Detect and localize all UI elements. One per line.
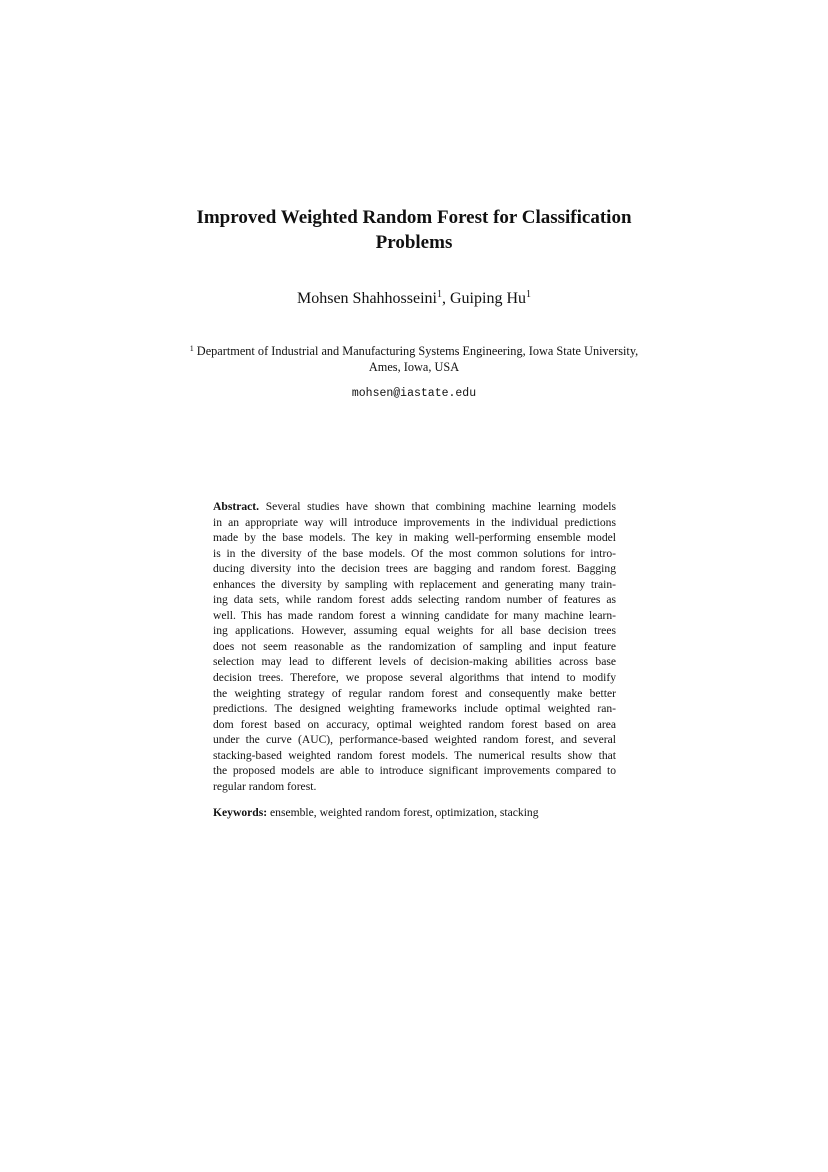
- abstract-line: well. This has made random forest a winning candidate for many machine learn-: [213, 608, 616, 622]
- title-line-1: Improved Weighted Random Forest for Classification: [196, 207, 632, 228]
- affiliation-line-1: [150, 344, 678, 360]
- author-email[interactable]: mohsen@iastate.edu: [351, 387, 477, 400]
- title-line-2: Problems: [375, 232, 453, 253]
- affiliation-marker: 1: [189, 344, 194, 353]
- author-name: Guiping Hu: [450, 290, 526, 307]
- abstract-line: selection may lead to different levels of decision-making abilities across base: [213, 655, 616, 669]
- abstract-line: ing data sets, while random forest adds selecting random number of features as: [213, 593, 616, 607]
- abstract-line: dom forest based on accuracy, optimal weighted random forest based on area: [213, 717, 616, 731]
- abstract-line: in an appropriate way will introduce improvements in the individual predictions: [213, 515, 616, 529]
- abstract-line: stacking-based weighted random forest models. The numerical results show that: [213, 748, 616, 762]
- author-affiliation-marker: 1: [437, 289, 442, 300]
- author-name: Mohsen Shahhosseini: [297, 290, 437, 307]
- affiliation-line-2: Ames, Iowa, USA: [368, 359, 460, 374]
- abstract-line: does not seem reasonable as the randomization of sampling and input feature: [213, 639, 616, 653]
- author-list: [150, 289, 678, 309]
- affiliation-text: Department of Industrial and Manufacturing Systems Engineering, Iowa State University,: [193, 344, 639, 358]
- abstract-line: enhances the diversity by sampling with replacement and generating many train-: [213, 577, 616, 591]
- keywords: [213, 805, 616, 820]
- abstract-line: predictions. The designed weighting frameworks include optimal weighted ran-: [213, 702, 616, 716]
- abstract-line: decision trees. Therefore, we propose several algorithms that intend to modify: [213, 671, 616, 685]
- abstract-label: Abstract.: [213, 500, 260, 513]
- abstract-line: the proposed models are able to introduce significant improvements compared to: [213, 764, 616, 778]
- affiliation: [150, 344, 678, 375]
- abstract-line: ducing diversity into the decision trees are bagging and random forest. Bagging: [213, 562, 616, 576]
- abstract-line: [213, 499, 616, 515]
- abstract-line: under the curve (AUC), performance-based weighted random forest, and several: [213, 733, 616, 747]
- keywords-text: ensemble, weighted random forest, optimization, stacking: [267, 806, 539, 819]
- author-separator: ,: [442, 290, 450, 307]
- author-affiliation-marker: 1: [526, 289, 531, 300]
- abstract-line: made by the base models. The key in making well-performing ensemble model: [213, 531, 616, 545]
- abstract-line: is in the diversity of the base models. Of the most common solutions for intro-: [213, 546, 616, 560]
- keywords-label: Keywords:: [213, 806, 268, 819]
- abstract-line: ing applications. However, assuming equal weights for all base decision trees: [213, 624, 616, 638]
- abstract-line: regular random forest.: [213, 779, 317, 793]
- abstract: [213, 499, 616, 794]
- abstract-line: the weighting strategy of regular random forest and consequently make better: [213, 686, 616, 700]
- abstract-line-text: Several studies have shown that combining machine learning models: [259, 500, 616, 513]
- paper-title: [150, 205, 678, 255]
